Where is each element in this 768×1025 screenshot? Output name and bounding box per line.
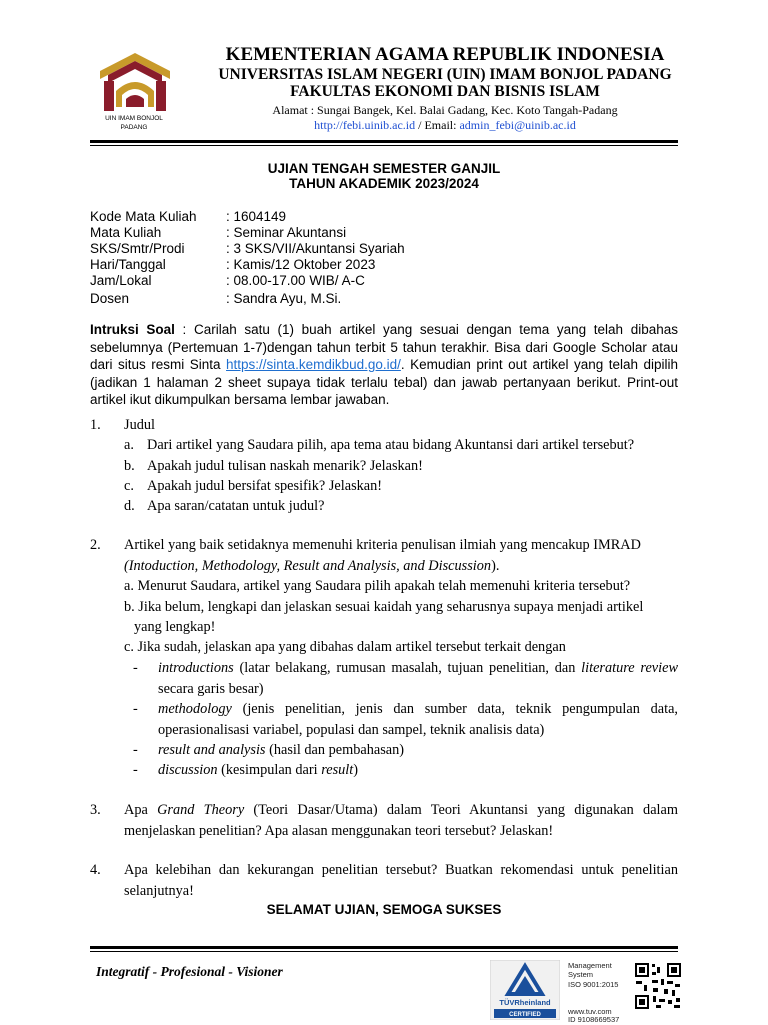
sinta-link[interactable]: https://sinta.kemdikbud.go.id/ <box>226 357 401 372</box>
info-value: : 1604149 <box>226 209 287 224</box>
bullet-methodology: methodology (jenis penelitian, jenis dan sumber data, teknik pengumpulan data, operasionalisasi variabel, populasi dan sampel, teknik analisis data) <box>158 701 678 738</box>
bullet-dash: - <box>133 701 138 717</box>
q1-item: b. Apakah judul tulisan naskah menarik? Jelaskan! <box>124 458 423 474</box>
question-number: 1. <box>90 417 101 433</box>
bullet-dash: - <box>133 762 138 778</box>
q2-item-a: a. Menurut Saudara, artikel yang Saudara pilih apakah telah memenuhi kriteria tersebut? <box>124 578 631 594</box>
question-3-text: Apa Grand Theory (Teori Dasar/Utama) dalam Teori Akuntansi yang digunakan dalam menjelaskan penelitian? Apa alasan menggunakan teori tersebut? Jelaskan! <box>124 802 678 839</box>
info-value: : 08.00-17.00 WIB/ A-C <box>226 273 365 288</box>
question-1-title: Judul <box>124 417 155 433</box>
bullet-dash: - <box>133 660 138 676</box>
contact-line: http://febi.uinib.ac.id / Email: admin_febi@uinib.ac.id <box>314 118 576 132</box>
certification-info: Management System ISO 9001:2015 www.tuv.com ID 9108669537 <box>568 961 620 1024</box>
logo-caption: UIN IMAM BONJOL PADANG <box>105 115 163 131</box>
tuv-certified-logo <box>490 960 560 1020</box>
bullet-dash: - <box>133 742 138 758</box>
bullet-result: result and analysis (hasil dan pembahasan) <box>158 742 405 758</box>
bullet-introductions: introductions (latar belakang, rumusan masalah, tujuan penelitian, dan literature review secara garis besar) <box>158 660 678 697</box>
info-label: Dosen <box>90 291 130 306</box>
faculty-name: FAKULTAS EKONOMI DAN BISNIS ISLAM <box>290 83 600 100</box>
q2-item-b-cont: yang lengkap! <box>134 619 216 635</box>
question-4-text: Apa kelebihan dan kekurangan penelitian tersebut? Buatkan rekomendasi untuk penelitian selanjutnya! <box>124 862 678 899</box>
question-2-intro: Artikel yang baik setidaknya memenuhi kriteria penulisan ilmiah yang mencakup IMRAD (Intoduction, Methodology, Result and Analysis, and Discussion). <box>124 537 641 574</box>
svg-text:CERTIFIED: CERTIFIED <box>509 1012 541 1018</box>
footer-rule <box>90 946 678 949</box>
email-link[interactable]: admin_febi@uinib.ac.id <box>459 118 576 132</box>
info-label: Jam/Lokal <box>90 273 152 288</box>
q2-item-c: c. Jika sudah, jelaskan apa yang dibahas dalam artikel tersebut terkait dengan <box>124 639 566 655</box>
exam-title: UJIAN TENGAH SEMESTER GANJIL <box>267 161 501 176</box>
info-value: : 3 SKS/VII/Akuntansi Syariah <box>226 241 405 256</box>
question-number: 3. <box>90 802 101 818</box>
info-label: SKS/Smtr/Prodi <box>90 241 185 256</box>
header-rule-thin <box>90 145 678 146</box>
motto: Integratif - Profesional - Visioner <box>96 964 283 979</box>
q1-item: d. Apa saran/catatan untuk judul? <box>124 498 325 514</box>
info-label: Hari/Tanggal <box>90 257 166 272</box>
q2-item-b: b. Jika belum, lengkapi dan jelaskan sesuai kaidah yang seharusnya supaya menjadi artikel <box>124 599 644 615</box>
question-number: 2. <box>90 537 101 553</box>
info-value: : Kamis/12 Oktober 2023 <box>226 257 376 272</box>
header-rule <box>90 140 678 143</box>
footer-rule-thin <box>90 951 678 952</box>
instruction-paragraph: Intruksi Soal : Carilah satu (1) buah artikel yang sesuai dengan tema yang telah dibahas sebelumnya (Pertemuan 1-7)dengan tahun terbit 5 tahun terakhir. Bisa dari Google Scholar atau dari situs resmi Sinta https://sinta.kemdikbud.go.id/. Kemudian print out artikel yang telah dipilih (jadikan 1 halaman 2 sheet supaya tidak terlalu tebal) dan jawab pertanyaan berikut. Print-out artikel ikut dikumpulkan bersama lembar jawaban. <box>90 322 679 407</box>
q1-item: c. Apakah judul bersifat spesifik? Jelaskan! <box>124 478 383 494</box>
info-value: : Sandra Ayu, M.Si. <box>226 291 342 306</box>
question-number: 4. <box>90 862 101 878</box>
ministry-name: KEMENTERIAN AGAMA REPUBLIK INDONESIA <box>225 44 665 65</box>
info-value: : Seminar Akuntansi <box>226 225 347 240</box>
closing-message: SELAMAT UJIAN, SEMOGA SUKSES <box>266 902 502 917</box>
university-name: UNIVERSITAS ISLAM NEGERI (UIN) IMAM BONJOL PADANG <box>218 66 672 83</box>
qr-code-icon <box>634 962 682 1010</box>
website-link[interactable]: http://febi.uinib.ac.id <box>314 118 416 132</box>
address: Alamat : Sungai Bangek, Kel. Balai Gadang, Kec. Koto Tangah-Padang <box>272 103 618 117</box>
bullet-discussion: discussion (kesimpulan dari result) <box>158 762 359 778</box>
info-label: Mata Kuliah <box>90 225 162 240</box>
info-label: Kode Mata Kuliah <box>90 209 197 224</box>
svg-text:TÜVRheinland: TÜVRheinland <box>499 998 551 1007</box>
academic-year: TAHUN AKADEMIK 2023/2024 <box>289 176 479 191</box>
q1-item: a. Dari artikel yang Saudara pilih, apa tema atau bidang Akuntansi dari artikel tersebut? <box>124 437 635 453</box>
